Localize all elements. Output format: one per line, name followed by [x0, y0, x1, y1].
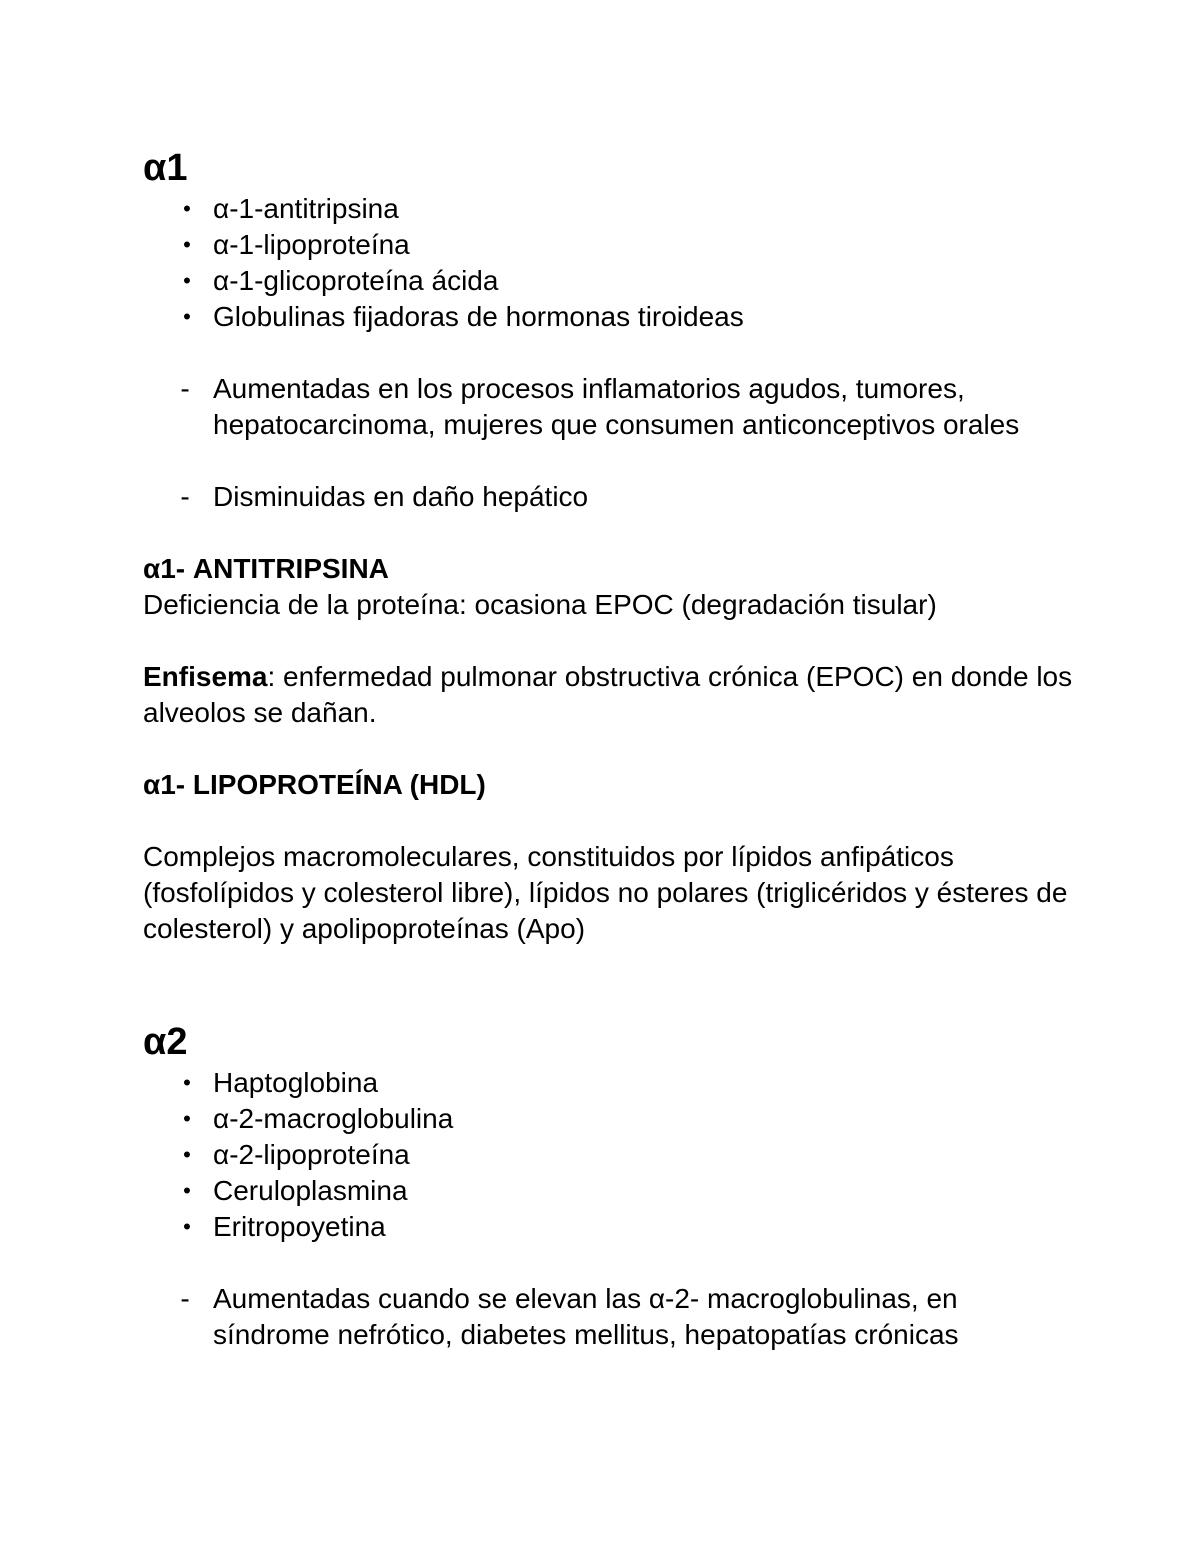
list-item-text: Eritropoyetina — [213, 1211, 386, 1242]
list-item-text: α-1-antitripsina — [213, 193, 399, 224]
spacer — [143, 623, 1073, 659]
bullet-marker: • — [183, 304, 191, 329]
document-content — [143, 145, 1073, 1353]
note-item — [143, 479, 1073, 515]
paragraph-lipoproteina: Complejos macromoleculares, constituidos por lípidos anfipáticos (fosfolípidos y colesterol libre), lípidos no polares (triglicéridos y ésteres de colesterol) y apolipoproteínas (Apo) — [143, 841, 1068, 944]
subheading-antitripsina: α1- ANTITRIPSINA — [143, 553, 389, 584]
alpha1-notes-list-2 — [143, 479, 1073, 515]
dash-marker: - — [180, 373, 190, 404]
bullet-marker: • — [183, 1106, 191, 1131]
list-item-text: Ceruloplasmina — [213, 1175, 408, 1206]
spacer — [143, 335, 1073, 371]
list-item-text: α-1-glicoproteína ácida — [213, 265, 499, 296]
spacer — [143, 731, 1073, 767]
alpha2-notes-list — [143, 1281, 1073, 1353]
spacer — [143, 803, 1073, 839]
dash-marker: - — [180, 481, 190, 512]
alpha1-notes-list — [143, 371, 1073, 443]
list-item — [143, 299, 1073, 335]
spacer — [143, 515, 1073, 551]
spacer — [143, 443, 1073, 479]
list-item — [143, 1065, 1073, 1101]
spacer — [143, 1245, 1073, 1281]
subheading-lipoproteina: α1- LIPOPROTEÍNA (HDL) — [143, 769, 486, 800]
list-item-text: α-2-macroglobulina — [213, 1103, 454, 1134]
paragraph-enfisema — [143, 659, 1073, 731]
bullet-marker: • — [183, 196, 191, 221]
section-heading-alpha1: α1 — [143, 147, 188, 189]
note-text: Aumentadas en los procesos inflamatorios agudos, tumores, hepatocarcinoma, mujeres que consumen anticonceptivos orales — [213, 373, 1020, 440]
alpha1-protein-list — [143, 191, 1073, 335]
spacer — [143, 947, 1073, 1019]
alpha2-protein-list — [143, 1065, 1073, 1245]
bullet-marker: • — [183, 232, 191, 257]
list-item — [143, 263, 1073, 299]
list-item — [143, 1209, 1073, 1245]
note-text: Disminuidas en daño hepático — [213, 481, 589, 512]
list-item — [143, 1173, 1073, 1209]
list-item-text: α-1-lipoproteína — [213, 229, 410, 260]
list-item-text: α-2-lipoproteína — [213, 1139, 410, 1170]
paragraph-antitripsina: Deficiencia de la proteína: ocasiona EPOC (degradación tisular) — [143, 589, 937, 620]
list-item-text: Globulinas fijadoras de hormonas tiroideas — [213, 301, 744, 332]
list-item-text: Haptoglobina — [213, 1067, 379, 1098]
note-item — [143, 371, 1073, 443]
bullet-marker: • — [183, 1142, 191, 1167]
note-text: Aumentadas cuando se elevan las α-2- macroglobulinas, en síndrome nefrótico, diabetes mellitus, hepatopatías crónicas — [213, 1283, 959, 1350]
section-heading-alpha2: α2 — [143, 1021, 188, 1063]
term-enfisema: Enfisema — [143, 661, 268, 692]
dash-marker: - — [180, 1283, 190, 1314]
note-item — [143, 1281, 1073, 1353]
list-item — [143, 191, 1073, 227]
definition-enfisema: : enfermedad pulmonar obstructiva crónica (EPOC) en donde los alveolos se dañan. — [143, 661, 1073, 728]
bullet-marker: • — [183, 1214, 191, 1239]
list-item — [143, 1101, 1073, 1137]
bullet-marker: • — [183, 1070, 191, 1095]
list-item — [143, 1137, 1073, 1173]
bullet-marker: • — [183, 1178, 191, 1203]
bullet-marker: • — [183, 268, 191, 293]
list-item — [143, 227, 1073, 263]
